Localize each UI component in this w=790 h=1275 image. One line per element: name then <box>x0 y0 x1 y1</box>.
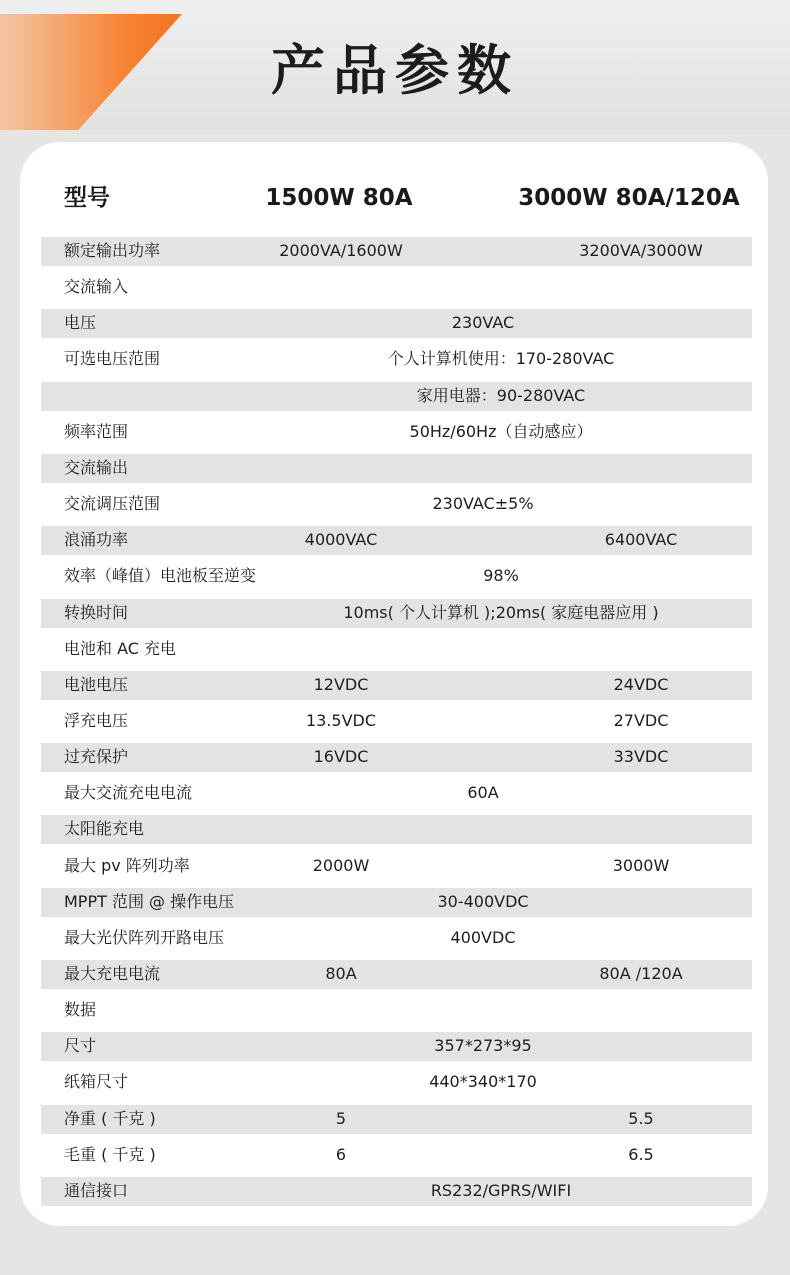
spec-row <box>41 418 752 447</box>
spec-label: 毛重 ( 千克 ) <box>64 1144 156 1164</box>
spec-row <box>41 635 752 664</box>
spec-value-model-2: 27VDC <box>613 711 669 730</box>
spec-value-model-1: 5 <box>335 1108 347 1128</box>
spec-row <box>41 924 752 953</box>
header-model-1: 1500W 80A <box>265 185 413 211</box>
spec-row <box>41 345 752 374</box>
title-banner <box>0 0 790 130</box>
spec-value-model-1: 6 <box>335 1144 347 1164</box>
spec-row <box>41 671 752 700</box>
spec-value-model-2: 24VDC <box>613 674 669 694</box>
spec-row <box>41 490 752 519</box>
spec-value-shared: 400VDC <box>450 927 516 947</box>
spec-label: 交流输入 <box>64 277 129 297</box>
spec-row <box>41 1068 752 1097</box>
spec-label: 过充保护 <box>64 747 129 767</box>
spec-value-model-2: 5.5 <box>628 1108 654 1128</box>
spec-row <box>41 815 752 844</box>
spec-row <box>41 526 752 555</box>
spec-label: 交流调压范围 <box>64 494 161 513</box>
header-label: 型号 <box>64 185 110 211</box>
spec-row <box>41 1177 752 1206</box>
spec-value-model-2: 3200VA/3000W <box>579 241 703 260</box>
spec-label: 太阳能充电 <box>64 819 145 839</box>
spec-label: 最大充电电流 <box>64 964 161 983</box>
spec-label: 纸箱尺寸 <box>64 1072 129 1092</box>
spec-value-shared: 98% <box>483 566 519 586</box>
spec-value-shared: 230VAC±5% <box>432 494 534 513</box>
spec-row <box>41 1105 752 1134</box>
spec-value-shared: 10ms( 个人计算机 );20ms( 家庭电器应用 ) <box>343 602 659 622</box>
spec-value-model-1: 13.5VDC <box>305 711 377 730</box>
spec-row <box>41 599 752 628</box>
header-model-2: 3000W 80A/120A <box>518 185 740 211</box>
spec-value-shared: 50Hz/60Hz（自动感应） <box>409 421 593 441</box>
spec-value-model-2: 3000W <box>612 855 670 875</box>
spec-label: 电池电压 <box>64 674 129 694</box>
spec-value-model-2: 6.5 <box>628 1144 654 1164</box>
spec-row <box>41 996 752 1025</box>
spec-value-model-1: 4000VAC <box>304 530 378 550</box>
spec-value-model-2: 33VDC <box>613 747 669 767</box>
table-header <box>0 176 790 220</box>
spec-label: 净重 ( 千克 ) <box>64 1108 156 1128</box>
spec-value-shared: 家用电器：90-280VAC <box>416 385 586 405</box>
spec-label: 最大光伏阵列开路电压 <box>64 927 225 947</box>
spec-row <box>41 237 752 266</box>
spec-label: 交流输出 <box>64 457 129 477</box>
spec-label: 数据 <box>64 1000 97 1020</box>
spec-value-shared: 357*273*95 <box>434 1036 532 1056</box>
spec-row <box>41 309 752 338</box>
spec-value-model-1: 16VDC <box>313 747 369 767</box>
spec-row <box>41 888 752 917</box>
spec-value-model-2: 80A /120A <box>599 964 683 983</box>
spec-value-model-1: 80A <box>325 964 357 983</box>
spec-row <box>41 454 752 483</box>
spec-row <box>41 852 752 881</box>
spec-row <box>41 1032 752 1061</box>
spec-value-model-1: 2000VA/1600W <box>279 241 403 260</box>
spec-label: 频率范围 <box>64 421 129 441</box>
spec-row <box>41 960 752 989</box>
spec-label: 转换时间 <box>64 602 129 622</box>
spec-value-model-1: 12VDC <box>313 674 369 694</box>
spec-label: 最大 pv 阵列功率 <box>64 855 190 875</box>
spec-value-model-2: 6400VAC <box>604 530 678 550</box>
spec-row <box>41 743 752 772</box>
spec-value-model-1: 2000W <box>312 855 370 875</box>
spec-value-shared: 30-400VDC <box>437 891 529 911</box>
spec-label: MPPT 范围 @ 操作电压 <box>64 891 235 911</box>
spec-label: 尺寸 <box>64 1036 97 1056</box>
spec-row <box>41 382 752 411</box>
spec-label: 额定输出功率 <box>64 241 161 260</box>
spec-row <box>41 779 752 808</box>
spec-value-shared: 个人计算机使用：170-280VAC <box>387 349 615 369</box>
spec-value-shared: 440*340*170 <box>429 1072 537 1092</box>
spec-row <box>41 707 752 736</box>
spec-row <box>41 562 752 591</box>
spec-label: 电压 <box>64 313 97 333</box>
page-title: 产品参数 <box>271 39 519 102</box>
spec-label: 可选电压范围 <box>64 349 161 369</box>
spec-row <box>41 273 752 302</box>
spec-label: 最大交流充电电流 <box>64 783 193 803</box>
spec-label: 浪涌功率 <box>64 530 129 550</box>
spec-value-shared: 60A <box>467 783 499 803</box>
spec-row <box>41 1141 752 1170</box>
spec-value-shared: 230VAC <box>451 313 515 333</box>
spec-value-shared: RS232/GPRS/WIFI <box>430 1180 572 1200</box>
spec-label: 浮充电压 <box>64 711 129 730</box>
spec-label: 电池和 AC 充电 <box>64 638 177 658</box>
spec-label: 效率（峰值）电池板至逆变 <box>64 566 257 586</box>
spec-label: 通信接口 <box>64 1180 129 1200</box>
